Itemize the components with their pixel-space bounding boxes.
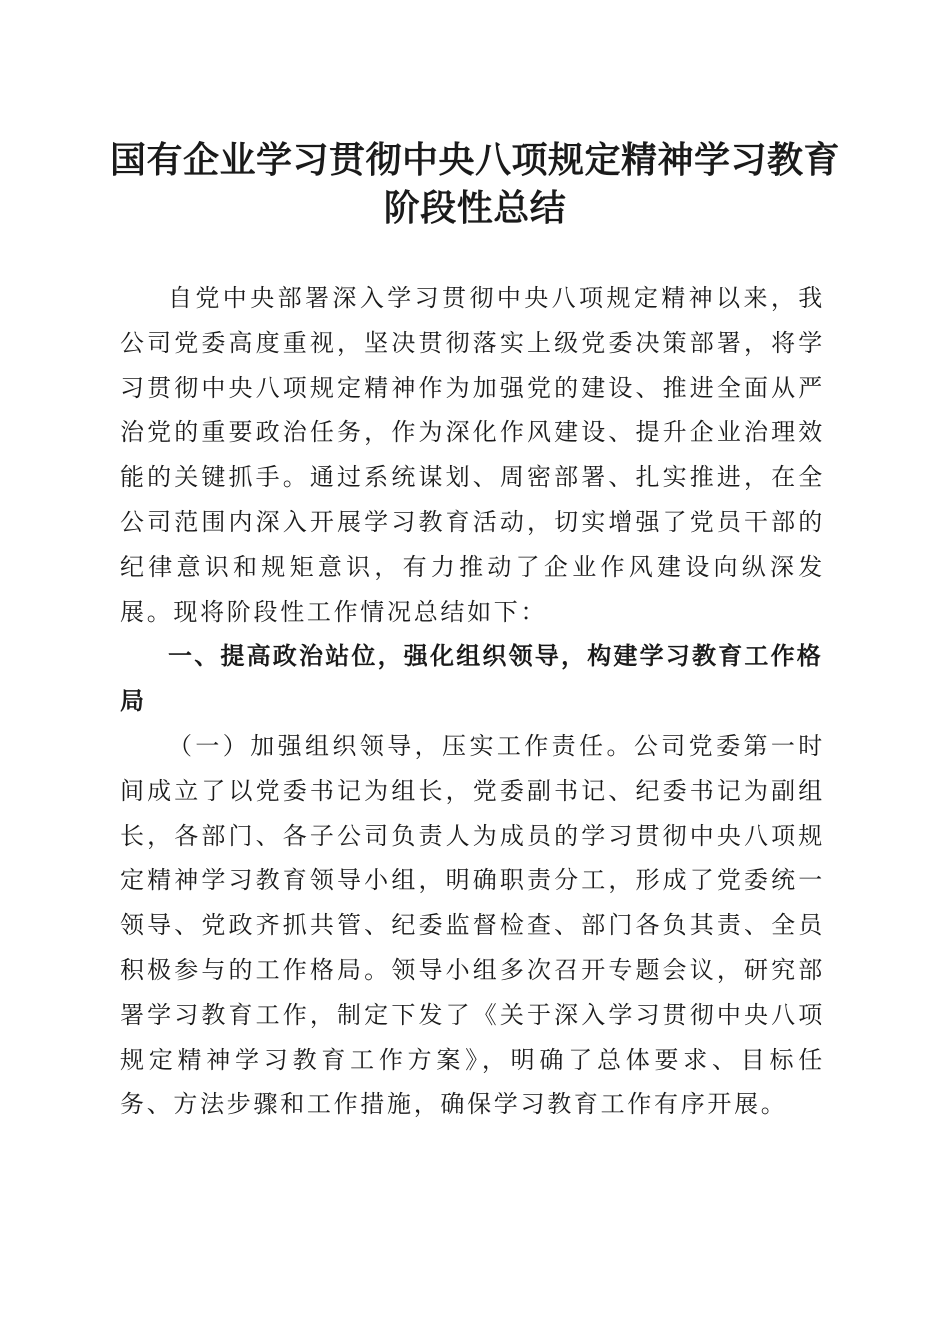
section-1-paragraph-1: （一）加强组织领导，压实工作责任。公司党委第一时间成立了以党委书记为组长，党委副书记、纪委书记为副组长，各部门、各子公司负责人为成员的学习贯彻中央八项规定精神学习教育领导小组，明确职责分工，形成了党委统一领导、党政齐抓共管、纪委监督检查、部门各负其责、全员积极参与的工作格局。领导小组多次召开专题会议，研究部署学习教育工作，制定下发了《关于深入学习贯彻中央八项规定精神学习教育工作方案》，明确了总体要求、目标任务、方法步骤和工作措施，确保学习教育工作有序开展。 (120, 731, 825, 1119)
document-title-line-2: 阶段性总结 (383, 187, 567, 229)
document-body (120, 276, 825, 1127)
section-1-heading: 一、提高政治站位，强化组织领导，构建学习教育工作格局 (120, 642, 823, 716)
document-title-line-1: 国有企业学习贯彻中央八项规定精神学习教育 (110, 139, 841, 181)
intro-paragraph: 自党中央部署深入学习贯彻中央八项规定精神以来，我公司党委高度重视，坚决贯彻落实上级党委决策部署，将学习贯彻中央八项规定精神作为加强党的建设、推进全面从严治党的重要政治任务，作为深化作风建设、提升企业治理效能的关键抓手。通过系统谋划、周密部署、扎实推进，在全公司范围内深入开展学习教育活动，切实增强了党员干部的纪律意识和规矩意识，有力推动了企业作风建设向纵深发展。现将阶段性工作情况总结如下： (120, 284, 825, 626)
